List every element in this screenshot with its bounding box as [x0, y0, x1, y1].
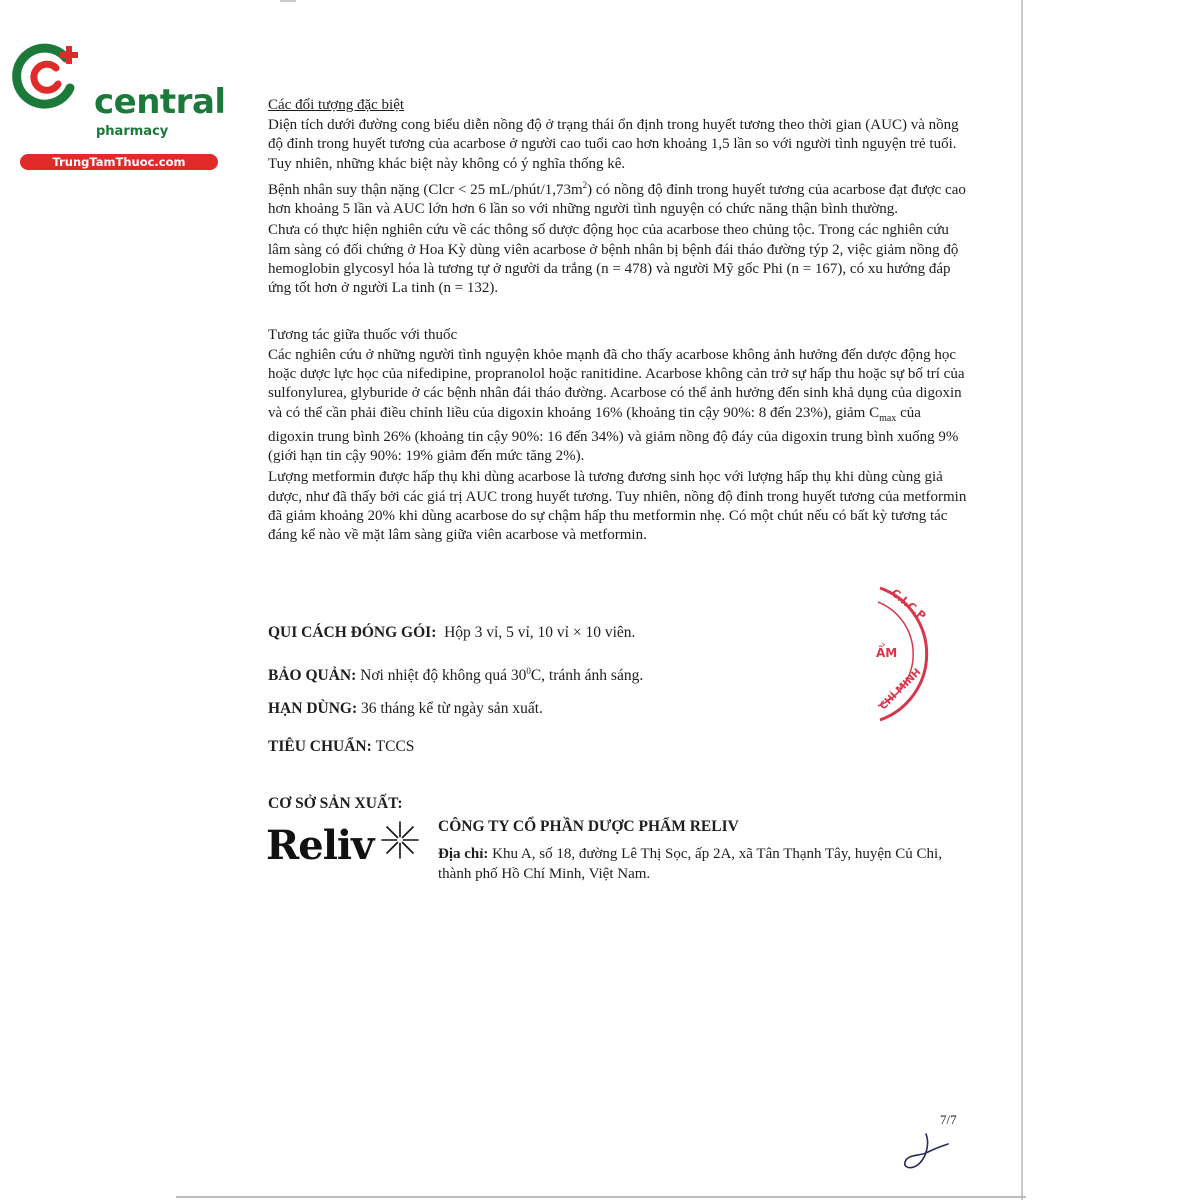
interactions-paragraph-2: Lượng metformin được hấp thụ khi dùng acarbose là tương đương sinh học với lượng hấp thụ khi dùng cùng giả dược, như đã thấy bởi các giá trị AUC trong huyết tương. Tuy nhiên, nồng độ đỉnh trong huyết tương của metformin đã giảm khoảng 20% khi dùng acarbose do sự chậm hấp thu metformin nhẹ. Có một chút nếu có bất kỳ tương tác đáng kể nào về mặt lâm sàng giữa viên acarbose và metformin. — [268, 469, 967, 544]
standard-line — [268, 737, 414, 757]
signature-mark — [896, 1130, 952, 1174]
company-stamp — [852, 580, 942, 725]
standard-label: TIÊU CHUẨN: — [268, 738, 372, 755]
expiry-label: HẠN DÙNG: — [268, 700, 358, 717]
reliv-logo — [266, 820, 426, 872]
address-value: Khu A, số 18, đường Lê Thị Sọc, ấp 2A, xã Tân Thạnh Tây, huyện Củ Chi, thành phố Hồ Chí Minh, Việt Nam. — [438, 846, 942, 882]
packing-label: QUI CÁCH ĐÓNG GÓI: — [268, 624, 437, 641]
stamp-fragment-1: C.I.C.P — [888, 586, 929, 623]
sparkle-icon — [380, 820, 420, 860]
storage-label: BẢO QUẢN: — [268, 667, 357, 685]
elderly-paragraph: Diện tích dưới đường cong biểu diễn nồng độ ở trạng thái ổn định trong huyết tương theo thời gian (AUC) và nồng độ đỉnh trong huyết tương của acarbose ở người cao tuổi cao hơn khoảng 1,5 lần so với người tình nguyện trẻ tuổi. Tuy nhiên, những khác biệt này không có ý nghĩa thống kê. — [268, 117, 959, 172]
manufacturer-address — [438, 844, 968, 884]
reliv-logo-text: Reliv — [266, 822, 374, 869]
manufacturer-label: CƠ SỞ SẢN XUẤT: — [268, 795, 403, 812]
expiry-line — [268, 699, 543, 719]
central-logo-icon — [8, 36, 88, 116]
expiry-value: 36 tháng kể từ ngày sản xuất. — [361, 700, 543, 717]
packing-line — [268, 623, 635, 643]
race-paragraph: Chưa có thực hiện nghiên cứu về các thông số dược động học của acarbose theo chủng tộc. Trong các nghiên cứu lâm sàng có đối chứng ở Hoa Kỳ dùng viên acarbose ở bệnh nhân bị bệnh đái tháo đường týp 2, việc giảm nồng độ hemoglobin glycosyl hóa là tương tự ở người da trắng (n = 478) và người Mỹ gốc Phi (n = 167), có xu hướng đáp ứng tốt hơn ở người La tinh (n = 132). — [268, 222, 959, 297]
packing-value: Hộp 3 vỉ, 5 vỉ, 10 vỉ × 10 viên. — [444, 624, 636, 641]
watermark-website: TrungTamThuoc.com — [20, 154, 218, 170]
standard-value: TCCS — [375, 738, 415, 755]
address-label: Địa chỉ: — [438, 846, 489, 862]
watermark-sub: pharmacy — [96, 124, 169, 139]
manufacturer-name: CÔNG TY CỔ PHẦN DƯỢC PHẨM RELIV — [438, 818, 739, 835]
central-pharmacy-watermark — [8, 36, 226, 169]
interactions-paragraph-1: Các nghiên cứu ở những người tình nguyện khỏe mạnh đã cho thấy acarbose không ảnh hưởng đến dược động học hoặc dược lực học của nifedipine, propranolol hoặc ranitidine. Acarbose không cản trở sự hấp thu hoặc sự bố trí của sulfonylurea, glyburide ở các bệnh nhân đái tháo đường. Acarbose có thể ảnh hưởng đến sinh khả dụng của digoxin và có thể cần phải điều chỉnh liều của digoxin khoảng 16% (khoảng tin cậy 90%: 8 đến 23%), giảm $C_{max}$ của digoxin trung bình 26% (khoảng tin cậy 90%: 16 đến 34%) và giảm nồng độ đáy của digoxin trung bình xuống 9% (giới hạn tin cậy 90%: 19% giảm đến mức tăng 2%). — [268, 346, 965, 465]
special-groups-heading: Các đối tượng đặc biệt — [268, 97, 405, 113]
document-body — [268, 96, 968, 548]
stamp-fragment-2: ẨM — [876, 646, 898, 660]
scan-mark — [280, 0, 296, 2]
stamp-fragment-3: CHÍ MINH — [877, 666, 924, 713]
watermark-brand: central — [94, 82, 226, 122]
interactions-heading: Tương tác giữa thuốc với thuốc — [268, 326, 458, 343]
renal-paragraph: Bệnh nhân suy thận nặng (Clcr < 25 $mL/phút/1,73m^2$) có nồng độ đỉnh trong huyết tương của acarbose đạt được cao hơn khoảng 5 lần và AUC lớn hơn 6 lần so với những người tình nguyện có chức năng thận bình thường. — [268, 179, 966, 218]
page-edge-right — [1021, 0, 1023, 1200]
page-number: 7/7 — [940, 1112, 957, 1127]
page-edge-bottom — [176, 1196, 1026, 1198]
storage-line: BẢO QUẢN: Nơi nhiệt độ không quá $30^0C$, tránh ánh sáng. — [268, 666, 644, 685]
